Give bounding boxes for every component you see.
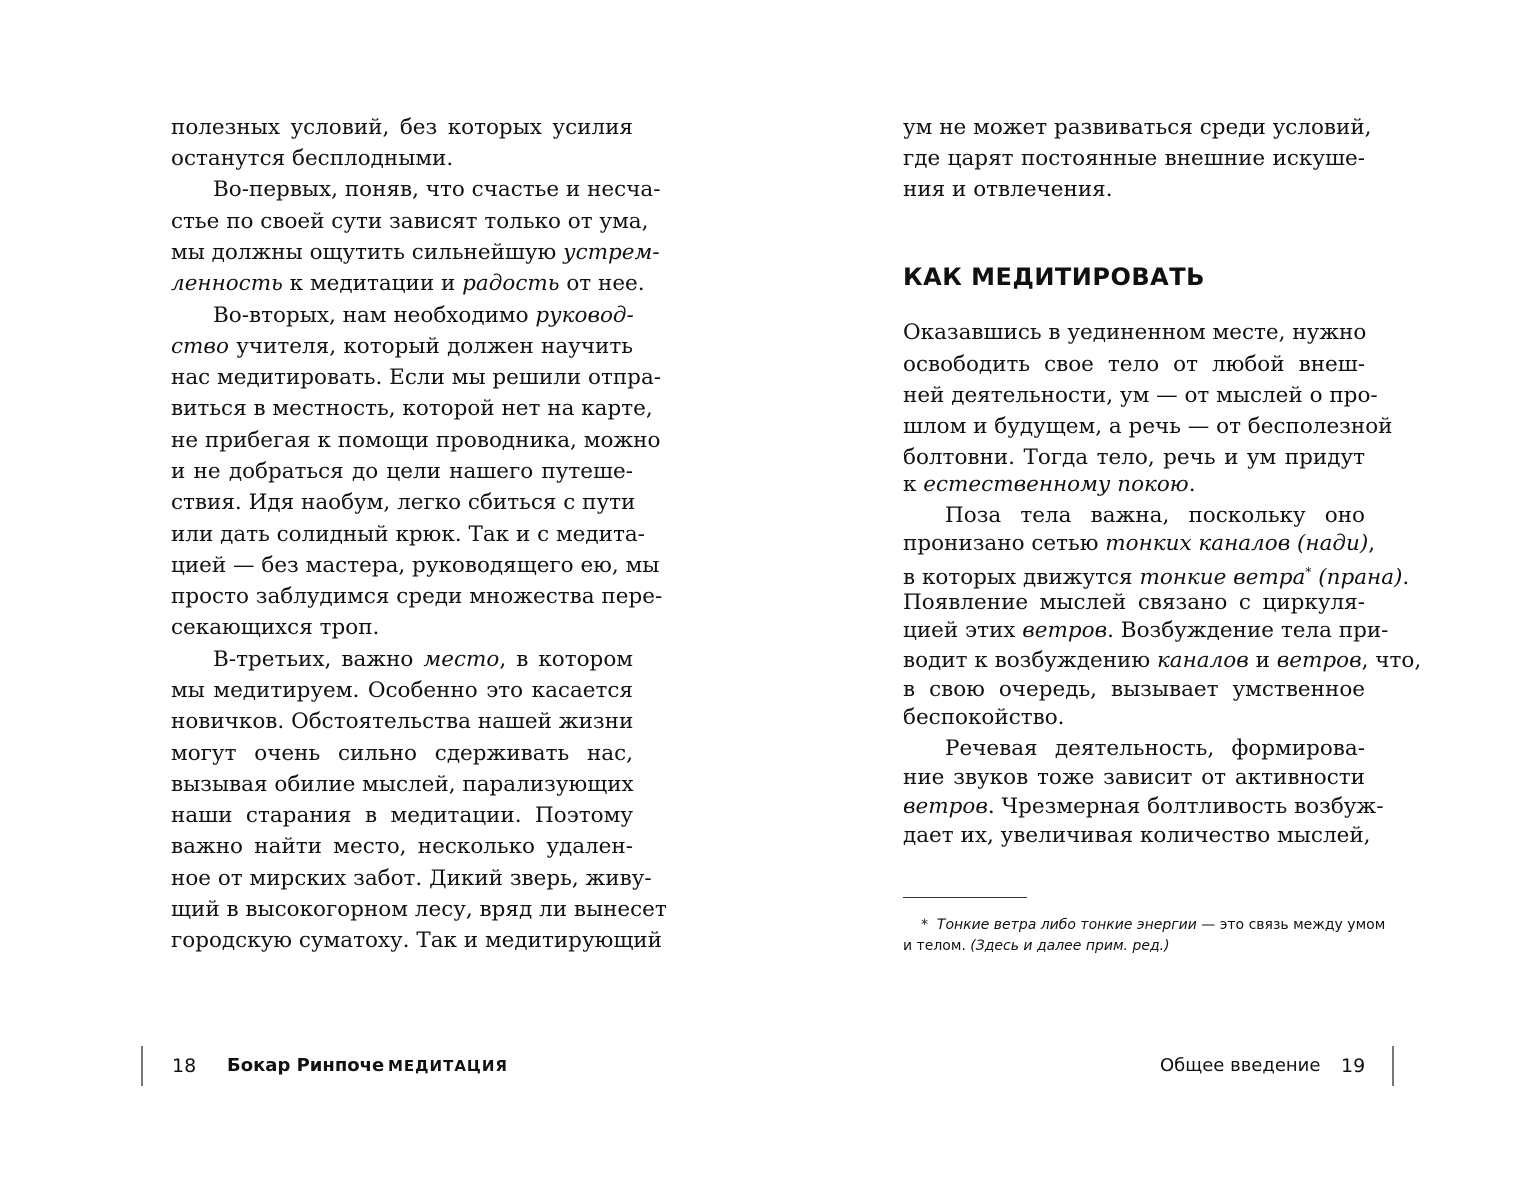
text-line: ум не может развиваться среди условий,	[903, 115, 1372, 140]
text-line: или дать солидный крюк. Так и с медита-	[171, 522, 645, 547]
footer-section-title: Общее введение	[1160, 1055, 1321, 1076]
footnote: * Тонкие ветра либо тонкие энергии — это связь между умом	[921, 917, 1386, 933]
text-line: ленность к медитации и радость от нее.	[171, 271, 645, 296]
emphasis: (прана)	[1318, 565, 1403, 591]
footer-author: Бокар Ринпоче	[227, 1055, 385, 1076]
emphasis: ветров	[1022, 618, 1108, 643]
text-line: освободить свое тело от любой внеш-	[903, 352, 1365, 377]
emphasis: ветров	[903, 794, 988, 819]
text-line: мы должны ощутить сильнейшую устрем-	[171, 240, 660, 265]
text-line: Речевая деятельность, формирова-	[945, 736, 1365, 761]
footer-right-rule	[1392, 1046, 1394, 1086]
footnote-ref[interactable]: *	[1305, 565, 1312, 579]
emphasis: ветров	[1276, 648, 1362, 673]
text-line: ние звуков тоже зависит от активности	[903, 765, 1365, 790]
text-line: в свою очередь, вызывает умственное	[903, 677, 1365, 702]
text-line: водит к возбуждению каналов и ветров, что,	[903, 648, 1422, 673]
text-line: Оказавшись в уединенном месте, нужно	[903, 320, 1367, 345]
text-line: ствия. Идя наобум, легко сбиться с пути	[171, 490, 636, 515]
footnote-divider	[903, 897, 1027, 898]
emphasis: тонкие ветра	[1139, 565, 1306, 591]
footer-left-rule	[141, 1046, 143, 1086]
text-line: Появление мыслей связано с циркуля-	[903, 590, 1365, 615]
emphasis: руковод-	[535, 303, 634, 328]
emphasis: ство	[171, 334, 229, 359]
text-line: Поза тела важна, поскольку оно	[945, 503, 1365, 528]
text-line: цией — без мастера, руководящего ею, мы	[171, 553, 660, 578]
emphasis: место	[423, 647, 500, 672]
text-line: не прибегая к помощи проводника, можно	[171, 428, 661, 453]
text-line: ство учителя, который должен научить	[171, 334, 633, 359]
text-line: виться в местность, которой нет на карте,	[171, 396, 653, 421]
text-line: где царят постоянные внешние искуше-	[903, 146, 1365, 171]
text-line: стье по своей сути зависят только от ума,	[171, 209, 649, 234]
page-number-right: 19	[1341, 1055, 1366, 1077]
footnote-continued: и телом. (Здесь и далее прим. ред.)	[903, 938, 1170, 954]
text-line: в которых движутся тонкие ветра* (прана).	[903, 565, 1410, 591]
emphasis: естественному покою	[923, 472, 1189, 497]
emphasis: ленность	[171, 271, 283, 296]
emphasis: устрем-	[563, 240, 660, 265]
text-line: дает их, увеличивая количество мыслей,	[903, 823, 1371, 848]
text-line: пронизано сетью тонких каналов (нади),	[903, 531, 1376, 556]
text-line: ветров. Чрезмерная болтливость возбуж-	[903, 794, 1384, 819]
text-line: шлом и будущем, а речь — от бесполезной	[903, 414, 1393, 439]
footer-book-title: МЕДИТАЦИЯ	[388, 1057, 508, 1075]
emphasis: радость	[462, 271, 560, 296]
emphasis: каналов	[1156, 648, 1249, 673]
text-line: щий в высокогорном лесу, вряд ли вынесет	[171, 897, 667, 922]
section-heading: КАК МЕДИТИРОВАТЬ	[903, 263, 1205, 291]
text-line: вызывая обилие мыслей, парализующих	[171, 772, 634, 797]
text-line: просто заблудимся среди множества пере-	[171, 584, 663, 609]
text-line: В-третьих, важно место, в котором	[213, 647, 633, 672]
text-line: наши старания в медитации. Поэтому	[171, 803, 633, 828]
text-line: Во-первых, поняв, что счастье и несча-	[213, 177, 661, 202]
text-line: ное от мирских забот. Дикий зверь, живу-	[171, 866, 652, 891]
text-line: мы медитируем. Особенно это касается	[171, 678, 633, 703]
text-line: секающихся троп.	[171, 615, 380, 640]
text-line: беспокойство.	[903, 705, 1065, 730]
text-line: Во-вторых, нам необходимо руковод-	[213, 303, 634, 328]
text-line: болтовни. Тогда тело, речь и ум придут	[903, 445, 1365, 470]
text-line: нас медитировать. Если мы решили отпра-	[171, 365, 662, 390]
text-line: новичков. Обстоятельства нашей жизни	[171, 709, 634, 734]
text-line: могут очень сильно сдерживать нас,	[171, 741, 633, 766]
text-line: ния и отвлечения.	[903, 177, 1113, 202]
text-line: городскую суматоху. Так и медитирующий	[171, 928, 662, 953]
text-line: к естественному покою.	[903, 472, 1196, 497]
text-line: останутся бесплодными.	[171, 146, 454, 171]
emphasis: тонких каналов (нади)	[1105, 531, 1369, 556]
text-line: ней деятельности, ум — от мыслей о про-	[903, 383, 1378, 408]
text-line: важно найти место, несколько удален-	[171, 834, 633, 859]
text-line: полезных условий, без которых усилия	[171, 115, 633, 140]
text-line: и не добраться до цели нашего путеше-	[171, 459, 633, 484]
text-line: цией этих ветров. Возбуждение тела при-	[903, 618, 1389, 643]
page-number-left: 18	[172, 1055, 197, 1077]
